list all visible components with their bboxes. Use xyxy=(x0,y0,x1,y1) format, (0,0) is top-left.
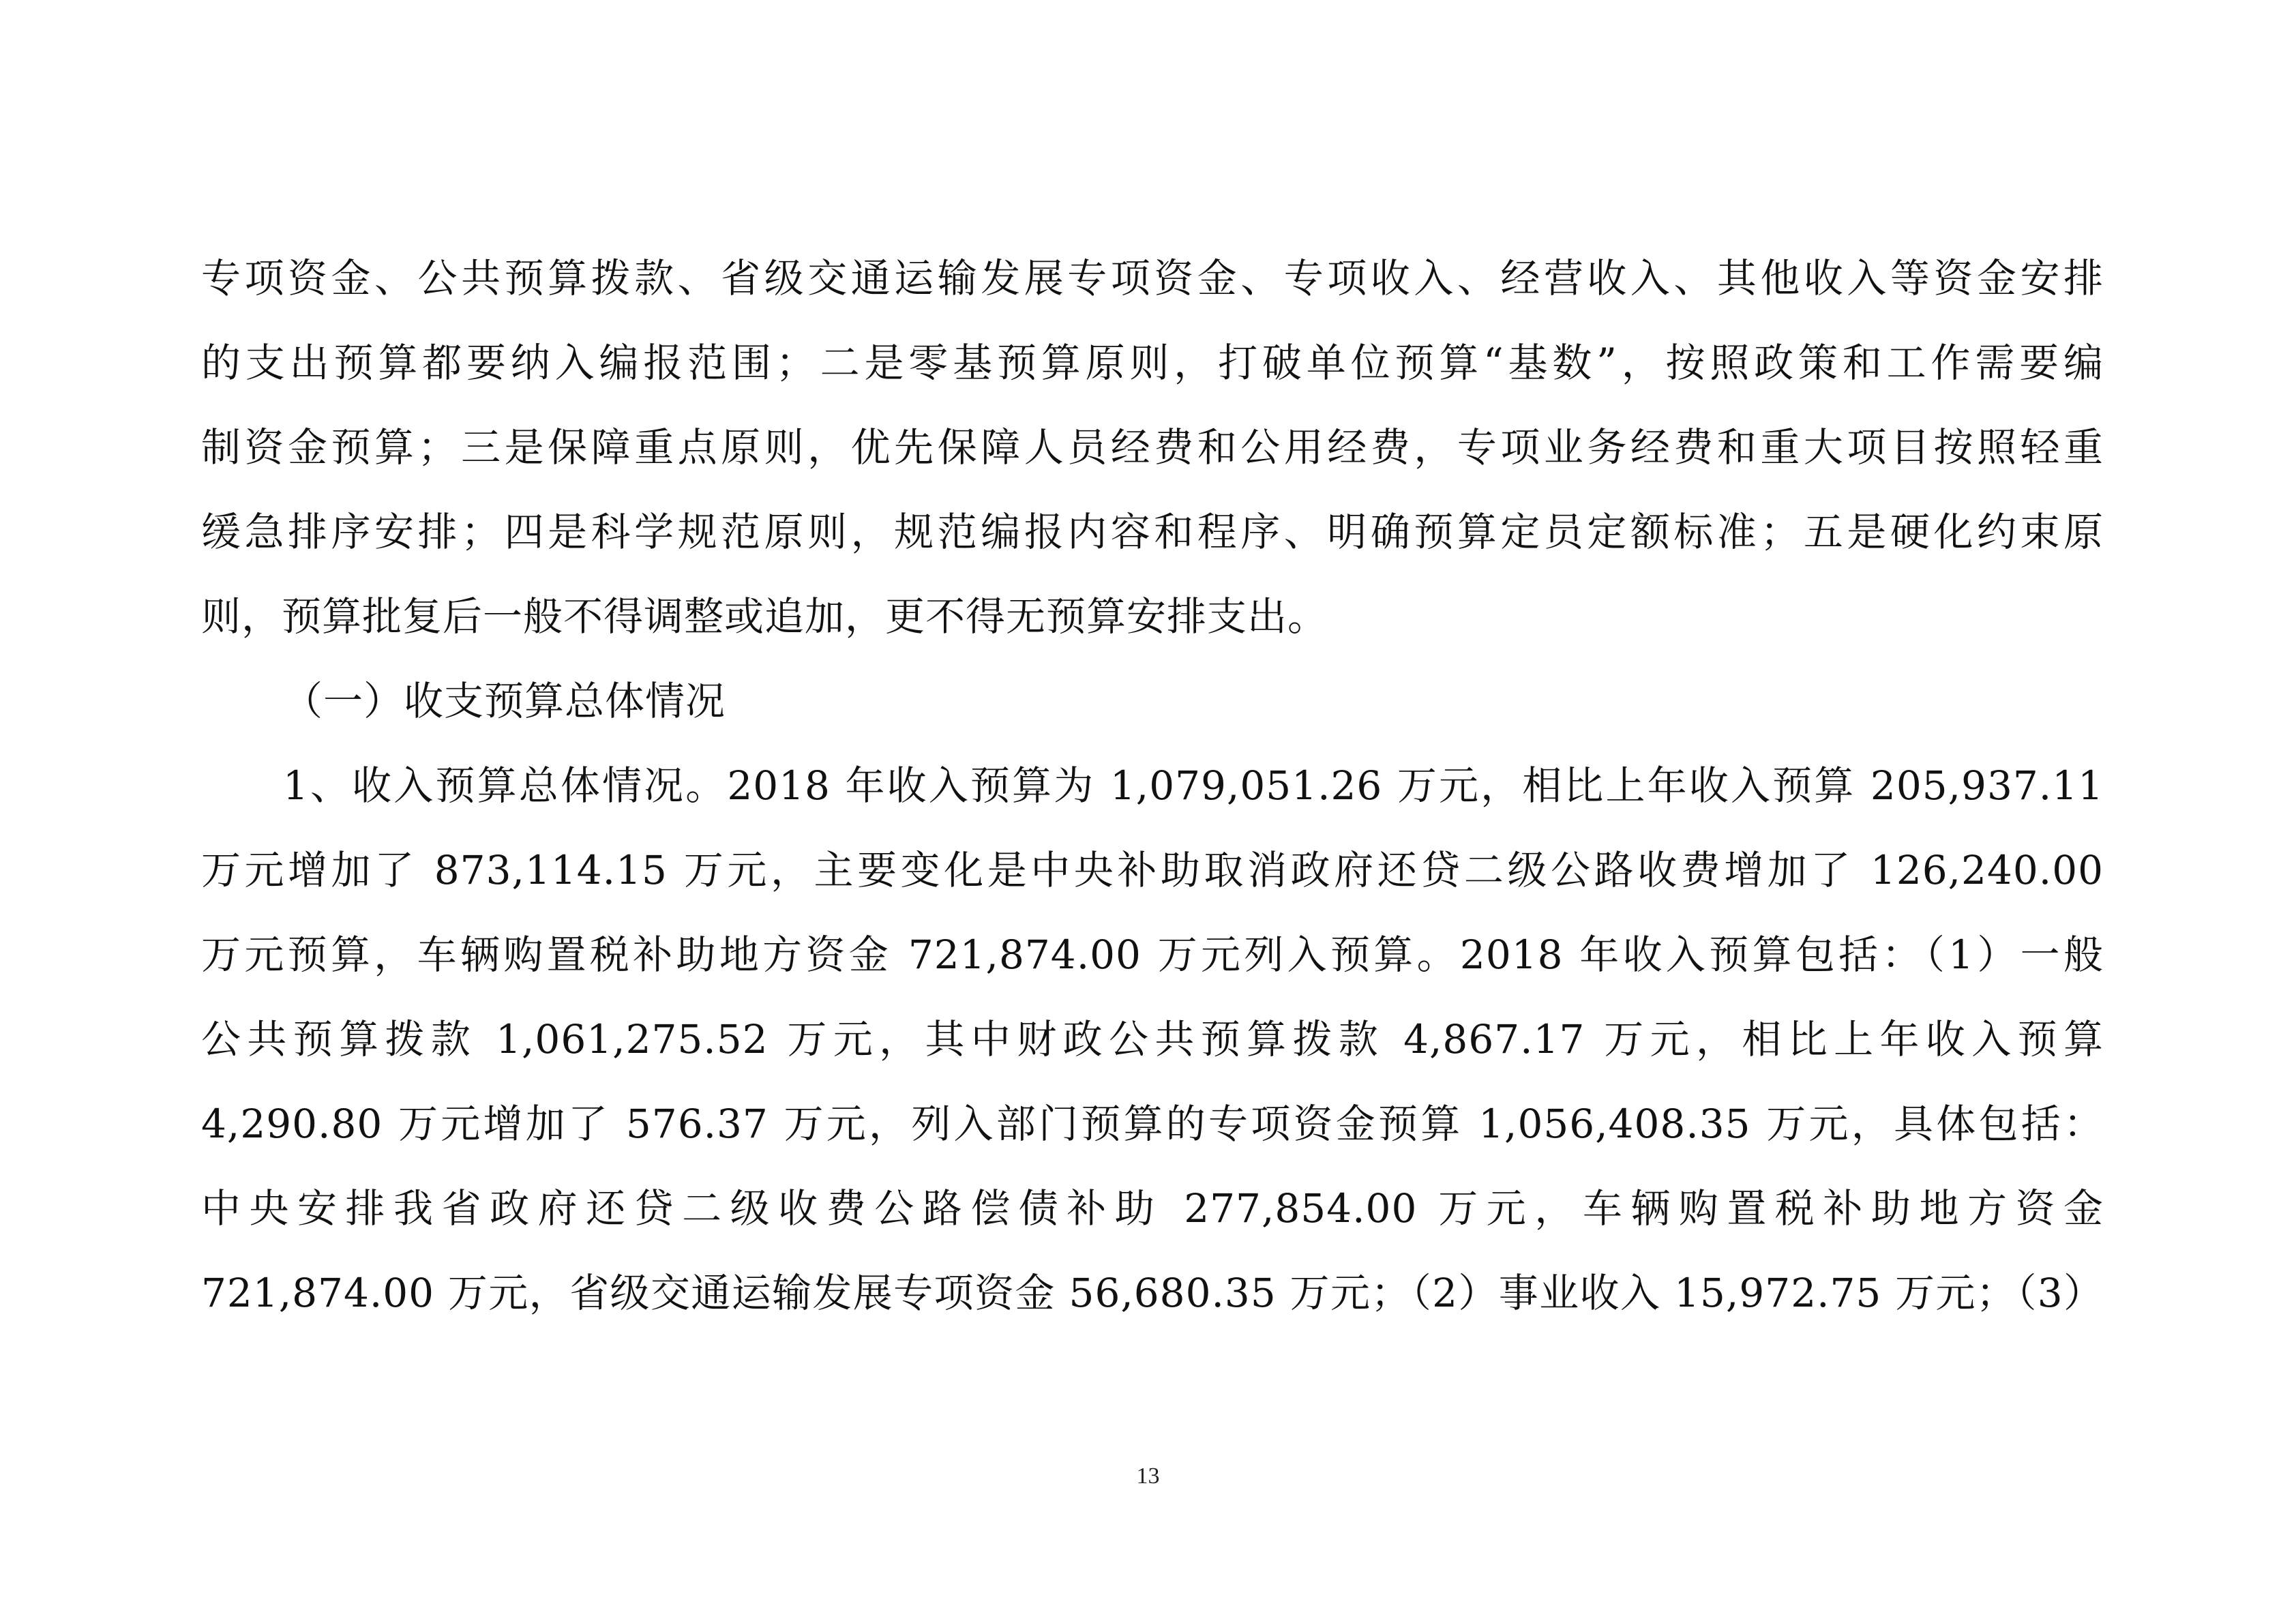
text-line xyxy=(201,1251,2104,1335)
text-line xyxy=(201,405,2104,490)
text-line-content: 万元预算，车辆购置税补助地方资金 721,874.00 万元列入预算。2018 年收入预算包括：（1）一般 xyxy=(201,932,2104,978)
text-line-content: 公共预算拨款 1,061,275.52 万元，其中财政公共预算拨款 4,867.17 万元，相比上年收入预算 xyxy=(201,1016,2104,1062)
text-line-content: 万元增加了 873,114.15 万元，主要变化是中央补助取消政府还贷二级公路收费增加了 126,240.00 xyxy=(201,847,2104,893)
text-line-content: 1、收入预算总体情况。2018 年收入预算为 1,079,051.26 万元，相比上年收入预算 205,937.11 xyxy=(283,762,2104,809)
text-line-content: 缓急排序安排；四是科学规范原则，规范编报内容和程序、明确预算定员定额标准；五是硬化约束原 xyxy=(201,509,2104,555)
text-line xyxy=(201,574,2104,659)
text-line xyxy=(201,912,2104,997)
text-line-content: 制资金预算；三是保障重点原则，优先保障人员经费和公用经费，专项业务经费和重大项目按照轻重 xyxy=(201,424,2104,471)
text-line-content: 专项资金、公共预算拨款、省级交通运输发展专项资金、专项收入、经营收入、其他收入等资金安排 xyxy=(201,255,2104,301)
body-text xyxy=(201,236,2104,1335)
text-line-content: 4,290.80 万元增加了 576.37 万元，列入部门预算的专项资金预算 1,056,408.35 万元，具体包括： xyxy=(201,1101,2104,1147)
text-line-content: 的支出预算都要纳入编报范围；二是零基预算原则，打破单位预算“基数”，按照政策和工作需要编 xyxy=(201,340,2104,386)
text-line xyxy=(201,997,2104,1082)
page-number: 13 xyxy=(1136,1463,1160,1489)
text-line xyxy=(201,236,2104,321)
text-line xyxy=(201,490,2104,574)
text-line xyxy=(201,1166,2104,1251)
section-heading-text: （一）收支预算总体情况 xyxy=(283,678,726,724)
text-line xyxy=(201,1082,2104,1166)
text-line xyxy=(201,828,2104,912)
section-heading xyxy=(201,659,2104,743)
text-line-content: 721,874.00 万元，省级交通运输发展专项资金 56,680.35 万元；（2）事业收入 15,972.75 万元；（3） xyxy=(201,1270,2104,1316)
text-line xyxy=(201,743,2104,828)
text-line xyxy=(201,321,2104,405)
text-line-content: 则，预算批复后一般不得调整或追加，更不得无预算安排支出。 xyxy=(201,593,1328,640)
text-line-content: 中央安排我省政府还贷二级收费公路偿债补助 277,854.00 万元，车辆购置税补助地方资金 xyxy=(201,1185,2104,1232)
